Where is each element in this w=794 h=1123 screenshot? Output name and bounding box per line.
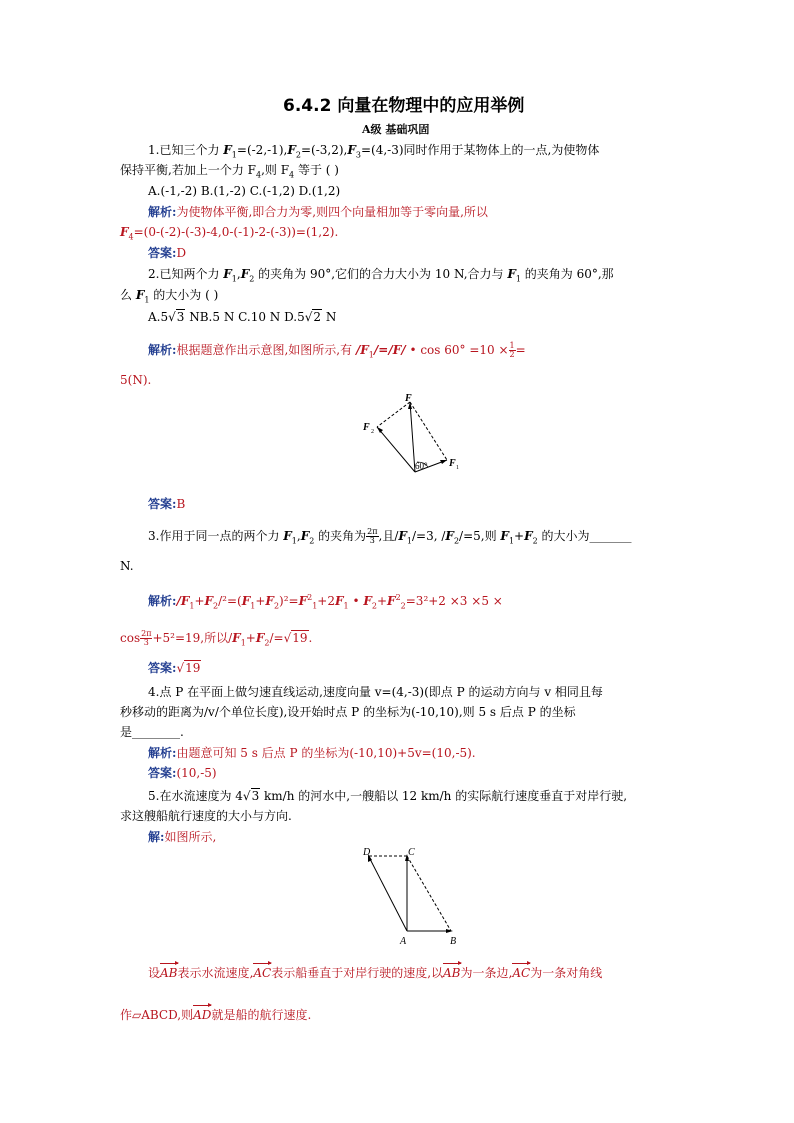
diagram-label-F2: F [363,422,370,433]
q2-answer: 答案:B [148,497,186,511]
q5-stem-line2: 求这艘船航行速度的大小与方向. [120,809,292,823]
q1-options: A.(-1,-2) B.(1,-2) C.(-1,2) D.(1,2) [148,184,341,198]
q5-desc-line2: 作▱ABCD,则AD就是船的航行速度. [120,1008,312,1022]
diagram-point-C: C [408,847,415,858]
q3-answer: 答案:√19 [148,661,201,675]
diagram-label-F1: F [449,458,456,469]
q2-stem-line2: 么 $F_1$ 的大小为 ( ) [120,288,219,305]
q3-jiexi: 解析$:/F_1+F_2/^2=(F_1+F_2)^2=F^2_1+2F_1$ • $F_2+F^2_2=3^2+2 \times 3 \times 5$ × [148,593,503,611]
q4-stem-line2: 秒移动的距离为/v/个单位长度),设开始时点 P 的坐标为(-10,10),则 5 s 后点 P 的坐标 [120,705,576,719]
q1-jiexi: 解析:为使物体平衡,即合力为零,则四个向量相加等于零向量,所以 [148,205,488,219]
svg-text:2: 2 [371,429,374,435]
q3-unit: N. [120,559,134,573]
q5-stem-line1: 5.在水流速度为 4√3 km/h 的河水中,一艘船以 12 km/h 的实际航行速度垂直于对岸行驶, [148,789,628,803]
q3-jiexi-line2: cos $\frac{2\pi}{3}$ +5²=19,所以$/F_1+F_2/=√19$. [120,629,313,648]
q1-stem-line1: 1.已知三个力 $F_1=(-2,-1),F_2=(-3,2),F_3=(4,-3)$同时作用于某物体上的一点,为使物体 [148,143,600,160]
q4-jiexi: 解析:由题意可知 5 s 后点 P 的坐标为(-10,10)+5v=(10,-5). [148,746,476,760]
q2-stem-line1: 2.已知两个力 $F_1,F_2$ 的夹角为 90°,它们的合力大小为 10 N,合力与 $F_1$ 的夹角为 60°,那 [148,267,614,284]
section-subtitle: A级 基础巩固 [362,123,430,136]
q3-stem: 3.作用于同一点的两个力 $F_1,F_2$ 的夹角为 $\frac{2\pi}{3}$ ,且$/F_1/=3$, $/F_2/=5$,则 $F_1+F_2$ 的大小为_______ [148,527,632,546]
q1-formula: $F_4=(0-(-2)-(-3)-4,0-(-1)-2-(-3))=(1,2)$. [120,225,339,242]
diagram-point-D: D [363,847,371,858]
diagram-label-F: F [405,393,412,404]
q5-velocity-diagram [355,843,465,948]
q5-jie: 解:如图所示, [148,830,217,844]
svg-text:1: 1 [456,465,459,471]
q1-answer: 答案:D [148,246,187,260]
q2-force-diagram [355,390,465,480]
diagram-point-B: B [450,936,457,947]
q5-desc-line1: 设AB表示水流速度,AC表示船垂直于对岸行驶的速度,以AB为一条边,AC为一条对角线 [148,966,603,980]
q4-answer: 答案:(10,-5) [148,766,217,780]
q2-options: A.5√3 NB.5 N C.10 N D.5√2 N [148,310,337,324]
q4-stem-line1: 4.点 P 在平面上做匀速直线运动,速度向量 v=(4,-3)(即点 P 的运动方向与 v 相同且每 [148,685,603,699]
diagram-point-A: A [400,936,407,947]
q2-jiexi: 解析:根据题意作出示意图,如图所示,有 $/F_1/=/F/$ • cos 60° =10 × $\frac{1}{2}$ = [148,341,526,360]
q4-stem-line3: 是________. [120,725,184,739]
page-title: 6.4.2 向量在物理中的应用举例 [283,96,525,116]
q2-result: 5(N). [120,373,152,387]
diagram-angle-label: 60° [415,461,428,471]
q1-stem-line2: 保持平衡,若加上一个力 $F_4$,则 $F_4$ 等于 ( ) [120,163,339,180]
